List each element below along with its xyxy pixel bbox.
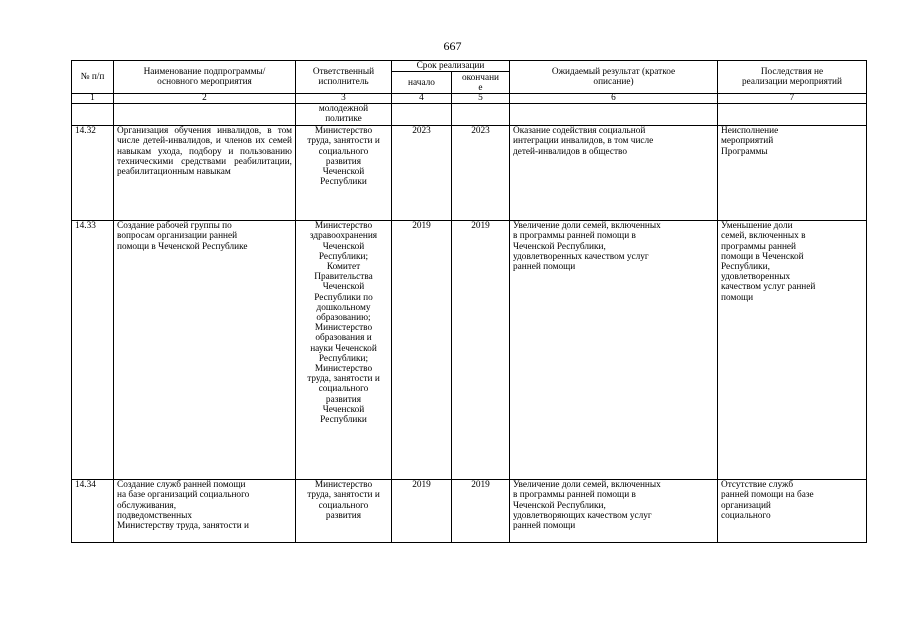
row-start: 2019 <box>392 480 452 543</box>
column-number-row <box>72 94 867 104</box>
header-num: № п/п <box>72 61 114 94</box>
row-start: 2023 <box>392 126 452 221</box>
page-number: 667 <box>443 39 462 53</box>
table-row <box>72 480 867 543</box>
row-start <box>392 104 452 126</box>
row-result: Оказание содействия социальной интеграции инвалидов, в том числе детей-инвалидов в общество <box>510 126 718 221</box>
row-num: 14.34 <box>72 480 114 543</box>
row-consequences: Неисполнение мероприятий Программы <box>718 126 867 221</box>
row-num: 14.33 <box>72 221 114 480</box>
row-start: 2019 <box>392 221 452 480</box>
row-name: Организация обучения инвалидов, в том числе детей-инвалидов, и членов их семей навыкам ухода, подбору и пользованию техническими средствами реабилитации, реабилитационным навыкам <box>114 126 296 221</box>
row-consequences: Отсутствие служб ранней помощи на базе организаций социального <box>718 480 867 543</box>
row-name: Создание служб ранней помощи на базе организаций социального обслуживания, подведомственных Министерству труда, занятости и <box>114 480 296 543</box>
column-number: 4 <box>392 94 452 104</box>
header-result: Ожидаемый результат (краткое описание) <box>510 61 718 94</box>
row-num <box>72 104 114 126</box>
header-executor: Ответственный исполнитель <box>296 61 392 94</box>
row-result: Увеличение доли семей, включенных в программы ранней помощи в Чеченской Республики, удовлетворяющих качеством услуг ранней помощи <box>510 480 718 543</box>
column-number: 2 <box>114 94 296 104</box>
program-table <box>71 60 867 543</box>
header-row <box>72 61 867 72</box>
column-number: 3 <box>296 94 392 104</box>
row-executor: молодежной политике <box>296 104 392 126</box>
row-executor: Министерство труда, занятости и социального развития <box>296 480 392 543</box>
header-consequences: Последствия не реализации мероприятий <box>718 61 867 94</box>
row-consequences <box>718 104 867 126</box>
row-end: 2019 <box>452 480 510 543</box>
row-executor: Министерство здравоохранения Чеченской Республики; Комитет Правительства Чеченской Республики по дошкольному образованию; Министерство образования и науки Чеченской Республики; Министерство труда, занятости и социального развития Чеченской Республики <box>296 221 392 480</box>
row-end: 2019 <box>452 221 510 480</box>
row-name <box>114 104 296 126</box>
header-start: начало <box>392 72 452 94</box>
table-row <box>72 126 867 221</box>
row-num: 14.32 <box>72 126 114 221</box>
row-result: Увеличение доли семей, включенных в программы ранней помощи в Чеченской Республики, удовлетворенных качеством услуг ранней помощи <box>510 221 718 480</box>
header-name: Наименование подпрограммы/ основного мероприятия <box>114 61 296 94</box>
table-row <box>72 104 867 126</box>
row-end <box>452 104 510 126</box>
row-executor: Министерство труда, занятости и социального развития Чеченской Республики <box>296 126 392 221</box>
table-row <box>72 221 867 480</box>
row-name: Создание рабочей группы по вопросам организации ранней помощи в Чеченской Республике <box>114 221 296 480</box>
column-number: 1 <box>72 94 114 104</box>
column-number: 7 <box>718 94 867 104</box>
header-period: Срок реализации <box>392 61 510 72</box>
row-end: 2023 <box>452 126 510 221</box>
header-end: окончани е <box>452 72 510 94</box>
row-result <box>510 104 718 126</box>
column-number: 5 <box>452 94 510 104</box>
row-consequences: Уменьшение доли семей, включенных в программы ранней помощи в Чеченской Республики, удовлетворенных качеством услуг ранней помощи <box>718 221 867 480</box>
column-number: 6 <box>510 94 718 104</box>
